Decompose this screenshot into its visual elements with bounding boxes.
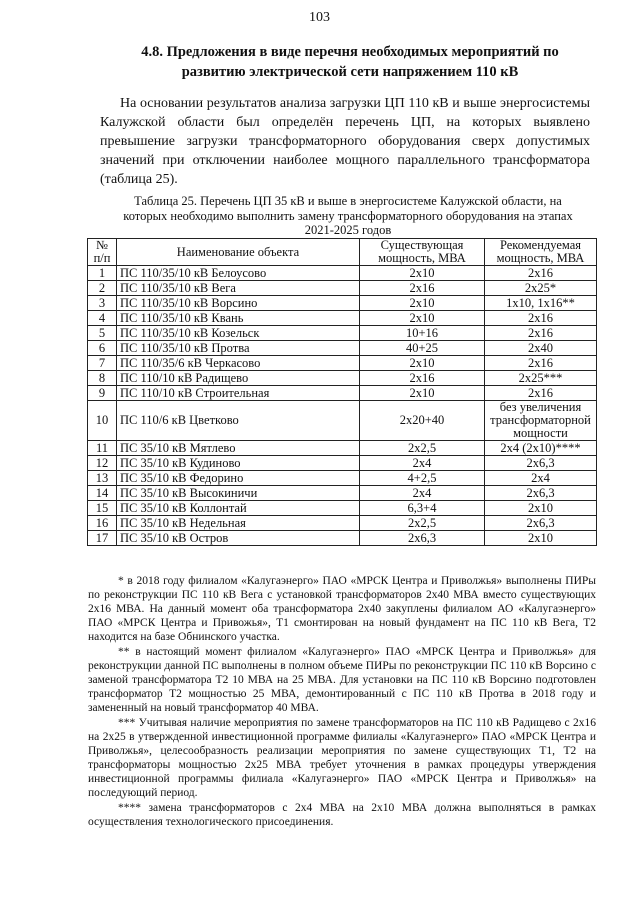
cell-num: 10 xyxy=(88,401,117,441)
cell-recommended: 2х25* xyxy=(485,281,597,296)
cell-num: 15 xyxy=(88,501,117,516)
cell-name: ПС 110/35/10 кВ Протва xyxy=(117,341,360,356)
table-row xyxy=(88,531,597,546)
cell-name: ПС 35/10 кВ Недельная xyxy=(117,516,360,531)
intro-paragraph: На основании результатов анализа загрузки ЦП 110 кВ и выше энергосистемы Калужской области был определён перечень ЦП, на которых выявлено превышение загрузки трансформаторного оборудования сверх допустимых значений при отключении наиболее мощного параллельного трансформатора (таблица 25). xyxy=(100,96,590,187)
cell-name: ПС 35/10 кВ Мятлево xyxy=(117,441,360,456)
cell-recommended: 2х10 xyxy=(485,531,597,546)
cell-name: ПС 35/10 кВ Федорино xyxy=(117,471,360,486)
cell-current: 2х16 xyxy=(360,281,485,296)
cell-recommended: 2х4 xyxy=(485,471,597,486)
cell-current: 10+16 xyxy=(360,326,485,341)
cell-num: 16 xyxy=(88,516,117,531)
substations-table xyxy=(87,238,597,546)
cell-name: ПС 110/10 кВ Строительная xyxy=(117,386,360,401)
table-row xyxy=(88,441,597,456)
cell-current: 2х2,5 xyxy=(360,441,485,456)
footnote-1: * в 2018 году филиалом «Калугаэнерго» ПАО «МРСК Центра и Приволжья» выполнены ПИРы по реконструкции ПС 110 кВ Вега с установкой трансформаторов 2х40 МВА вместо существующих 2х16 МВА. На данный момент оба трансформатора 2х40 закуплены филиалом АО «Калугаэнерго» ПАО «МРСК Центра и Привожья», Т1 смонтирован на новый фундамент на ПС 110 кВ Вега, Т2 находится на базе Обнинского участка. xyxy=(88,575,596,643)
cell-current: 2х4 xyxy=(360,486,485,501)
cell-recommended: 2х16 xyxy=(485,311,597,326)
cell-name: ПС 110/35/10 кВ Козельск xyxy=(117,326,360,341)
cell-num: 1 xyxy=(88,266,117,281)
table-row xyxy=(88,311,597,326)
cell-current: 2х10 xyxy=(360,266,485,281)
cell-name: ПС 110/35/6 кВ Черкасово xyxy=(117,356,360,371)
cell-current: 2х10 xyxy=(360,311,485,326)
cell-recommended: 2х25*** xyxy=(485,371,597,386)
page-number: 103 xyxy=(309,10,330,25)
table-row xyxy=(88,456,597,471)
cell-current: 2х10 xyxy=(360,356,485,371)
cell-name: ПС 35/10 кВ Остров xyxy=(117,531,360,546)
header-current: Существующая мощность, МВА xyxy=(360,239,485,266)
table-row xyxy=(88,281,597,296)
cell-name: ПС 35/10 кВ Высокиничи xyxy=(117,486,360,501)
cell-current: 2х2,5 xyxy=(360,516,485,531)
cell-recommended: 2х40 xyxy=(485,341,597,356)
table-row xyxy=(88,486,597,501)
cell-name: ПС 110/35/10 кВ Белоусово xyxy=(117,266,360,281)
cell-recommended: 2х6,3 xyxy=(485,516,597,531)
table-row xyxy=(88,341,597,356)
cell-current: 2х16 xyxy=(360,371,485,386)
footnote-4: **** замена трансформаторов с 2х4 МВА на 2х10 МВА должна выполняться в рамках осуществления технологического присоединения. xyxy=(88,802,596,828)
header-name: Наименование объекта xyxy=(117,239,360,266)
cell-num: 4 xyxy=(88,311,117,326)
cell-name: ПС 110/10 кВ Радищево xyxy=(117,371,360,386)
cell-recommended: 2х6,3 xyxy=(485,486,597,501)
cell-current: 2х6,3 xyxy=(360,531,485,546)
cell-num: 3 xyxy=(88,296,117,311)
table-caption: Таблица 25. Перечень ЦП 35 кВ и выше в энергосистеме Калужской области, на которых необходимо выполнить замену трансформаторного оборудования на этапах 2021-2025 годов xyxy=(123,194,573,237)
footnotes xyxy=(88,574,596,830)
cell-current: 2х4 xyxy=(360,456,485,471)
table-row xyxy=(88,371,597,386)
cell-num: 11 xyxy=(88,441,117,456)
cell-name: ПС 35/10 кВ Кудиново xyxy=(117,456,360,471)
table-row xyxy=(88,386,597,401)
cell-recommended: 2х6,3 xyxy=(485,456,597,471)
table-row xyxy=(88,471,597,486)
cell-num: 12 xyxy=(88,456,117,471)
footnote-2: ** в настоящий момент филиалом «Калугаэнерго» ПАО «МРСК Центра и Приволжья» для реконструкции данной ПС выполнены в полном объеме ПИРы по реконструкции ПС 110 кВ Ворсино с заменой трансформатора Т2 10 МВА на 25 МВА. Для установки на ПС 110 кВ Ворсино подготовлен трансформатор Т2 мощностью 25 МВА, демонтированный с ПС 110 кВ Протва в 2018 году и замененный на новый трансформатор 40 МВА. xyxy=(88,646,596,714)
cell-current: 2х10 xyxy=(360,296,485,311)
table-row xyxy=(88,501,597,516)
table-row xyxy=(88,326,597,341)
cell-recommended: 2х16 xyxy=(485,356,597,371)
table-row xyxy=(88,266,597,281)
cell-num: 9 xyxy=(88,386,117,401)
cell-recommended: 1х10, 1х16** xyxy=(485,296,597,311)
cell-name: ПС 35/10 кВ Коллонтай xyxy=(117,501,360,516)
table-row xyxy=(88,356,597,371)
cell-recommended: 2х4 (2х10)**** xyxy=(485,441,597,456)
table-row xyxy=(88,516,597,531)
cell-recommended: 2х16 xyxy=(485,266,597,281)
cell-num: 7 xyxy=(88,356,117,371)
header-recommended: Рекомендуемая мощность, МВА xyxy=(485,239,597,266)
cell-current: 6,3+4 xyxy=(360,501,485,516)
cell-current: 4+2,5 xyxy=(360,471,485,486)
table-header-row xyxy=(88,239,597,266)
header-num: № п/п xyxy=(88,239,117,266)
table-row xyxy=(88,401,597,441)
cell-num: 14 xyxy=(88,486,117,501)
cell-num: 5 xyxy=(88,326,117,341)
cell-name: ПС 110/35/10 кВ Ворсино xyxy=(117,296,360,311)
cell-recommended: 2х16 xyxy=(485,386,597,401)
cell-current: 40+25 xyxy=(360,341,485,356)
cell-num: 8 xyxy=(88,371,117,386)
footnote-3: *** Учитывая наличие мероприятия по замене трансформаторов на ПС 110 кВ Радищево с 2х16 на 2х25 в утвержденной инвестиционной программе филиалы «Калугаэнерго» ПАО «МРСК Центра и Приволжья», целесообразность реализации мероприятия по замене существующих Т1, Т2 на трансформаторы мощностью 2х25 МВА требует уточнения в рамках процедуры утверждения инвестиционной программы филиала «Калугаэнерго» ПАО «МРСК Центра и Приволжья» на последующий период. xyxy=(88,717,596,799)
cell-current: 2х20+40 xyxy=(360,401,485,441)
cell-name: ПС 110/35/10 кВ Квань xyxy=(117,311,360,326)
cell-recommended: 2х10 xyxy=(485,501,597,516)
cell-num: 13 xyxy=(88,471,117,486)
cell-num: 2 xyxy=(88,281,117,296)
cell-num: 17 xyxy=(88,531,117,546)
cell-num: 6 xyxy=(88,341,117,356)
cell-name: ПС 110/6 кВ Цветково xyxy=(117,401,360,441)
cell-recommended: без увеличения трансформаторной мощности xyxy=(485,401,597,441)
table-row xyxy=(88,296,597,311)
cell-current: 2х10 xyxy=(360,386,485,401)
section-title: 4.8. Предложения в виде перечня необходимых мероприятий по развитию электрической сети напряжением 110 кВ xyxy=(141,44,559,80)
cell-recommended: 2х16 xyxy=(485,326,597,341)
cell-name: ПС 110/35/10 кВ Вега xyxy=(117,281,360,296)
